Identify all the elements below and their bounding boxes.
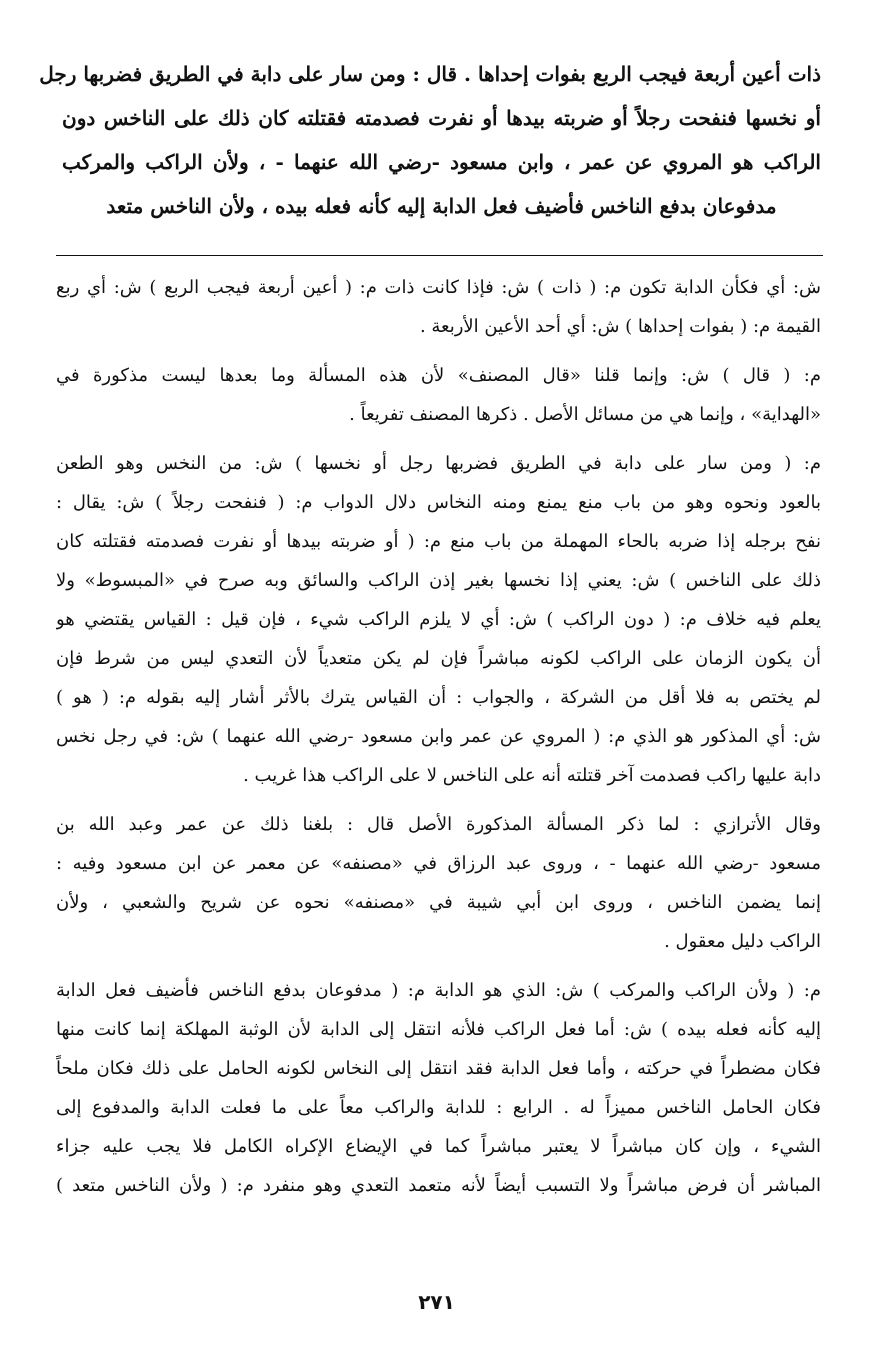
commentary-line: القيمة م: ( بفوات إحداها ) ش: أي أحد الأعين الأربعة . bbox=[419, 316, 821, 337]
commentary-line: فكان الحامل الناخس مميزاً له . الرابع : للدابة والراكب معاً على ما فعلت الدابة والمدفوع إلى bbox=[56, 1097, 821, 1118]
main-text-line: مدفوعان بدفع الناخس فأضيف فعل الدابة إليه كأنه فعله بيده ، ولأن الناخس متعد bbox=[106, 194, 777, 218]
main-text-line: أو نخسها فنفحت رجلاً أو ضربته بيدها أو نفرت فصدمته فقتلته كان ذلك على الناخس دون bbox=[62, 106, 821, 130]
page-number: ٢٧١ bbox=[418, 1290, 455, 1314]
commentary-line: لم يختص به فلا أقل من الشركة ، والجواب : أن القياس يترك بالأثر أشار إليه بقوله م: ( هو ) bbox=[56, 687, 821, 708]
commentary-paragraph bbox=[56, 356, 821, 434]
commentary-line: إنما يضمن الناخس ، وروى ابن أبي شيبة في «مصنفه» نحوه عن شريح والشعبي ، ولأن bbox=[56, 892, 821, 913]
commentary-line: ش: أي المذكور هو الذي م: ( المروي عن عمر وابن مسعود -رضي الله عنهما ) ش: في رجل نخس bbox=[56, 726, 821, 747]
commentary-line: ش: أي فكأن الدابة تكون م: ( ذات ) ش: فإذا كانت ذات م: ( أعين أربعة فيجب الربع ) ش: أي ربع bbox=[56, 277, 821, 298]
commentary-line: ذلك على الناخس ) ش: يعني إذا نخسها بغير إذن الراكب والسائق وبه صرح في «المبسوط» ولا bbox=[56, 570, 821, 591]
main-text-block bbox=[39, 52, 821, 228]
commentary-line: مسعود -رضي الله عنهما - ، وروى عبد الرزاق في «مصنفه» عن معمر عن ابن مسعود وفيه : bbox=[56, 853, 821, 874]
commentary-line: م: ( ومن سار على دابة في الطريق فضربها رجل أو نخسها ) ش: من النخس وهو الطعن bbox=[56, 453, 821, 474]
commentary-block bbox=[56, 268, 821, 1215]
commentary-line: الراكب دليل معقول . bbox=[664, 931, 821, 952]
main-text-line: الراكب هو المروي عن عمر ، وابن مسعود -رضي الله عنهما - ، ولأن الراكب والمركب bbox=[62, 150, 821, 174]
commentary-paragraph bbox=[56, 268, 821, 346]
commentary-line: بالعود ونحوه وهو من باب منع يمنع ومنه النخاس دلال الدواب م: ( فنفحت رجلاً ) ش: يقال : bbox=[56, 492, 821, 513]
commentary-line: فكان مضطراً في حركته ، وأما فعل الدابة فقد انتقل إلى النخاس لكونه الحامل على ذلك فكان ملحاً bbox=[56, 1058, 821, 1079]
commentary-paragraph bbox=[56, 805, 821, 961]
commentary-line: المباشر أن فرض مباشراً ولا التسبب أيضاً لأنه متعمد التعدي وهو منفرد م: ( ولأن الناخس متعد ) bbox=[56, 1175, 821, 1196]
commentary-line: «الهداية» ، وإنما هي من مسائل الأصل . ذكرها المصنف تفريعاً . bbox=[349, 404, 821, 425]
commentary-line: أن يكون الزمان على الراكب لكونه مباشراً فإن لم يكن متعدياً لأن التعدي ليس من شرط فإن bbox=[56, 648, 821, 669]
commentary-line: م: ( ولأن الراكب والمركب ) ش: الذي هو الدابة م: ( مدفوعان بدفع الناخس فأضيف فعل الدابة bbox=[56, 980, 821, 1001]
commentary-line: إليه كأنه فعله بيده ) ش: أما فعل الراكب فلأنه انتقل إلى الدابة لأن الوثبة المهلكة إنما كانت منها bbox=[56, 1019, 821, 1040]
commentary-line: نفح برجله إذا ضربه بالحاء المهملة من باب منع م: ( أو ضربته بيدها أو نفرت فصدمته فقتلته كان bbox=[56, 531, 821, 552]
main-text-line: ذات أعين أربعة فيجب الربع بفوات إحداها . قال : ومن سار على دابة في الطريق فضربها رجل bbox=[39, 62, 821, 86]
commentary-paragraph bbox=[56, 971, 821, 1205]
commentary-line: الشيء ، وإن كان مباشراً لا يعتبر مباشراً كما في الإيضاع الإكراه الكامل فلا يجب عليه جزاء bbox=[56, 1136, 821, 1157]
commentary-line: م: ( قال ) ش: وإنما قلنا «قال المصنف» لأن هذه المسألة وما بعدها ليست مذكورة في bbox=[56, 365, 821, 386]
separator-rule bbox=[56, 255, 823, 256]
commentary-line: يعلم فيه خلاف م: ( دون الراكب ) ش: أي لا يلزم الراكب شيء ، فإن قيل : القياس يقتضي هو bbox=[56, 609, 821, 630]
commentary-line: دابة عليها راكب فصدمت آخر قتلته أنه على الناخس لا على الراكب هذا غريب . bbox=[243, 765, 821, 786]
commentary-line: وقال الأترازي : لما ذكر المسألة المذكورة الأصل قال : بلغنا ذلك عن عمر وعبد الله بن bbox=[56, 814, 821, 835]
commentary-paragraph bbox=[56, 444, 821, 795]
